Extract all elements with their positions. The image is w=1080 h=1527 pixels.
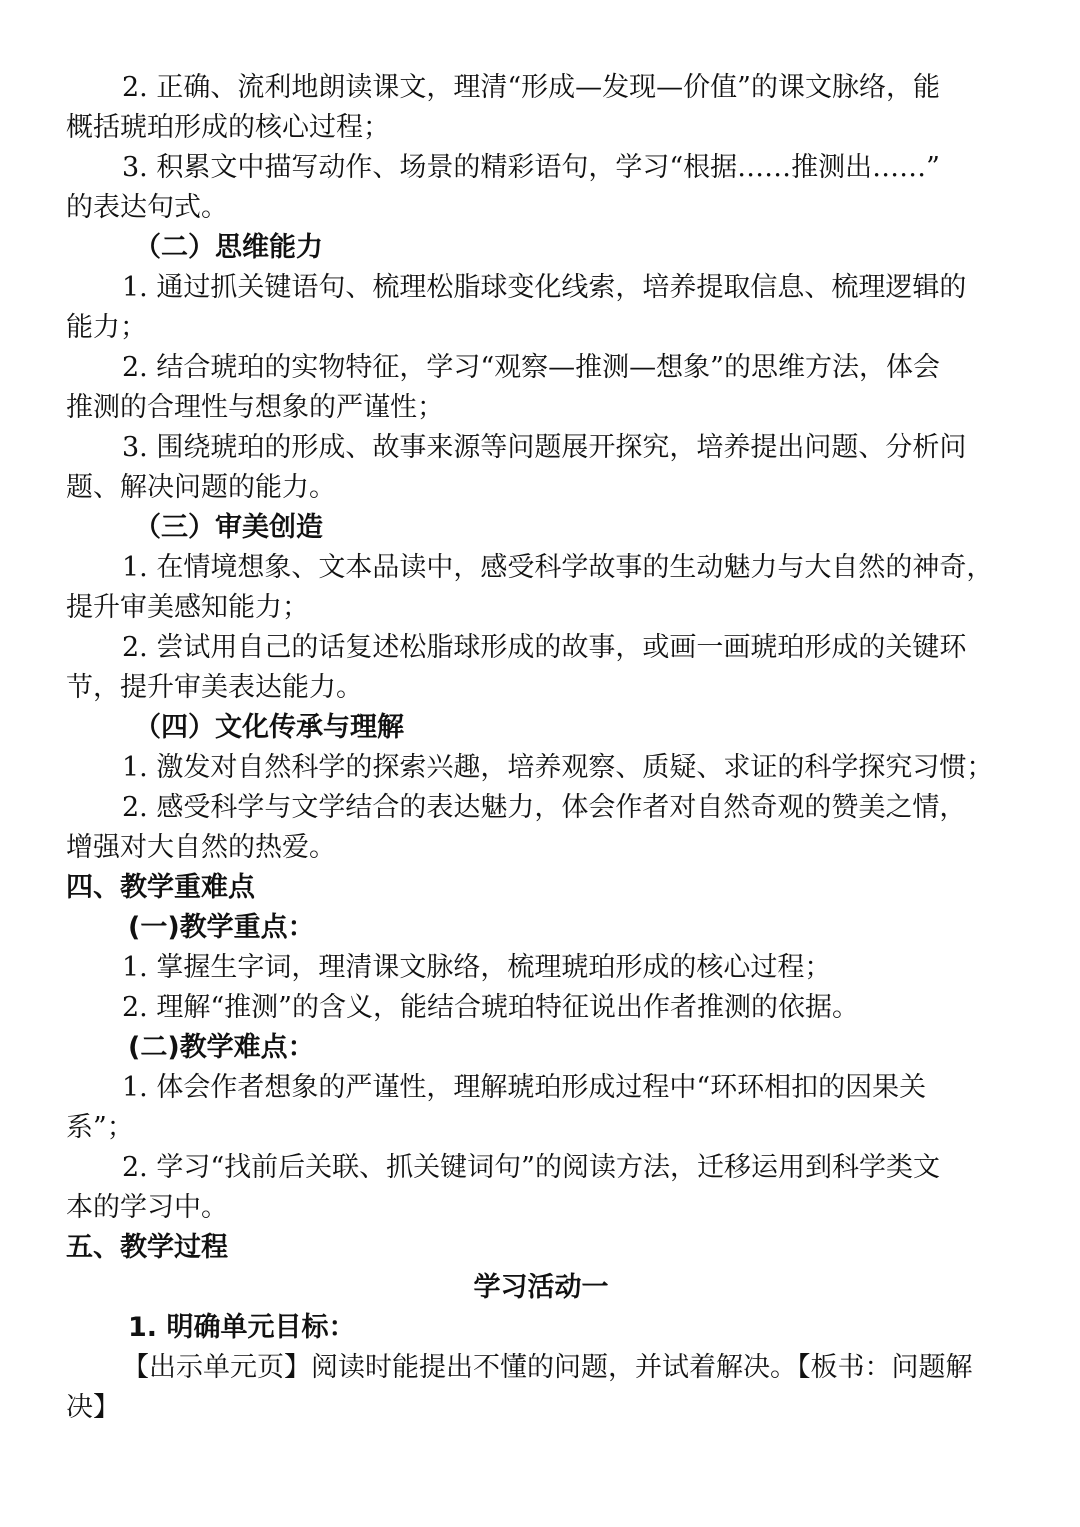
paragraph-line: 3. 围绕琥珀的形成、故事来源等问题展开探究，培养提出问题、分析问 [122, 432, 967, 463]
subsection-heading: (二)教学难点： [128, 1032, 315, 1063]
subsection-heading: (一)教学重点： [128, 912, 315, 943]
section-heading: （四）文化传承与理解 [134, 712, 404, 743]
section-heading: （二）思维能力 [134, 232, 323, 263]
paragraph-line: 决】 [66, 1392, 120, 1423]
paragraph-line: 2. 学习“找前后关联、抓关键词句”的阅读方法，迁移运用到科学类文 [122, 1152, 940, 1183]
paragraph-line: 2. 正确、流利地朗读课文，理清“形成—发现—价值”的课文脉络，能 [122, 72, 940, 103]
paragraph-line: 的表达句式。 [66, 192, 228, 223]
paragraph-line: 1. 激发对自然科学的探索兴趣，培养观察、质疑、求证的科学探究习惯； [122, 752, 994, 783]
paragraph-line: 系”； [66, 1112, 134, 1143]
paragraph-line: 本的学习中。 [66, 1192, 228, 1223]
paragraph-line: 2. 理解“推测”的含义，能结合琥珀特征说出作者推测的依据。 [122, 992, 859, 1023]
paragraph-line: 1. 在情境想象、文本品读中，感受科学故事的生动魅力与大自然的神奇， [122, 552, 994, 583]
paragraph-line: 【出示单元页】阅读时能提出不懂的问题，并试着解决。【板书：问题解 [122, 1352, 973, 1383]
document-page [66, 68, 1016, 1428]
paragraph-line: 增强对大自然的热爱。 [66, 832, 336, 863]
activity-title: 学习活动一 [473, 1272, 609, 1303]
chapter-heading: 五、教学过程 [66, 1232, 228, 1263]
step-heading: 1. 明确单元目标： [128, 1312, 356, 1343]
paragraph-line: 1. 体会作者想象的严谨性，理解琥珀形成过程中“环环相扣的因果关 [122, 1072, 927, 1103]
paragraph-line: 概括琥珀形成的核心过程； [66, 112, 390, 143]
paragraph-line: 节，提升审美表达能力。 [66, 672, 363, 703]
paragraph-line: 2. 感受科学与文学结合的表达魅力，体会作者对自然奇观的赞美之情， [122, 792, 967, 823]
paragraph-line: 3. 积累文中描写动作、场景的精彩语句，学习“根据……推测出……” [122, 152, 940, 183]
paragraph-line: 推测的合理性与想象的严谨性； [66, 392, 444, 423]
paragraph-line: 能力； [66, 312, 147, 343]
paragraph-line: 1. 掌握生字词，理清课文脉络，梳理琥珀形成的核心过程； [122, 952, 832, 983]
paragraph-line: 提升审美感知能力； [66, 592, 309, 623]
chapter-heading: 四、教学重难点 [66, 872, 255, 903]
paragraph-line: 题、解决问题的能力。 [66, 472, 336, 503]
paragraph-line: 2. 结合琥珀的实物特征，学习“观察—推测—想象”的思维方法，体会 [122, 352, 940, 383]
paragraph-line: 2. 尝试用自己的话复述松脂球形成的故事，或画一画琥珀形成的关键环 [122, 632, 967, 663]
section-heading: （三）审美创造 [134, 512, 323, 543]
paragraph-line: 1. 通过抓关键语句、梳理松脂球变化线索，培养提取信息、梳理逻辑的 [122, 272, 967, 303]
